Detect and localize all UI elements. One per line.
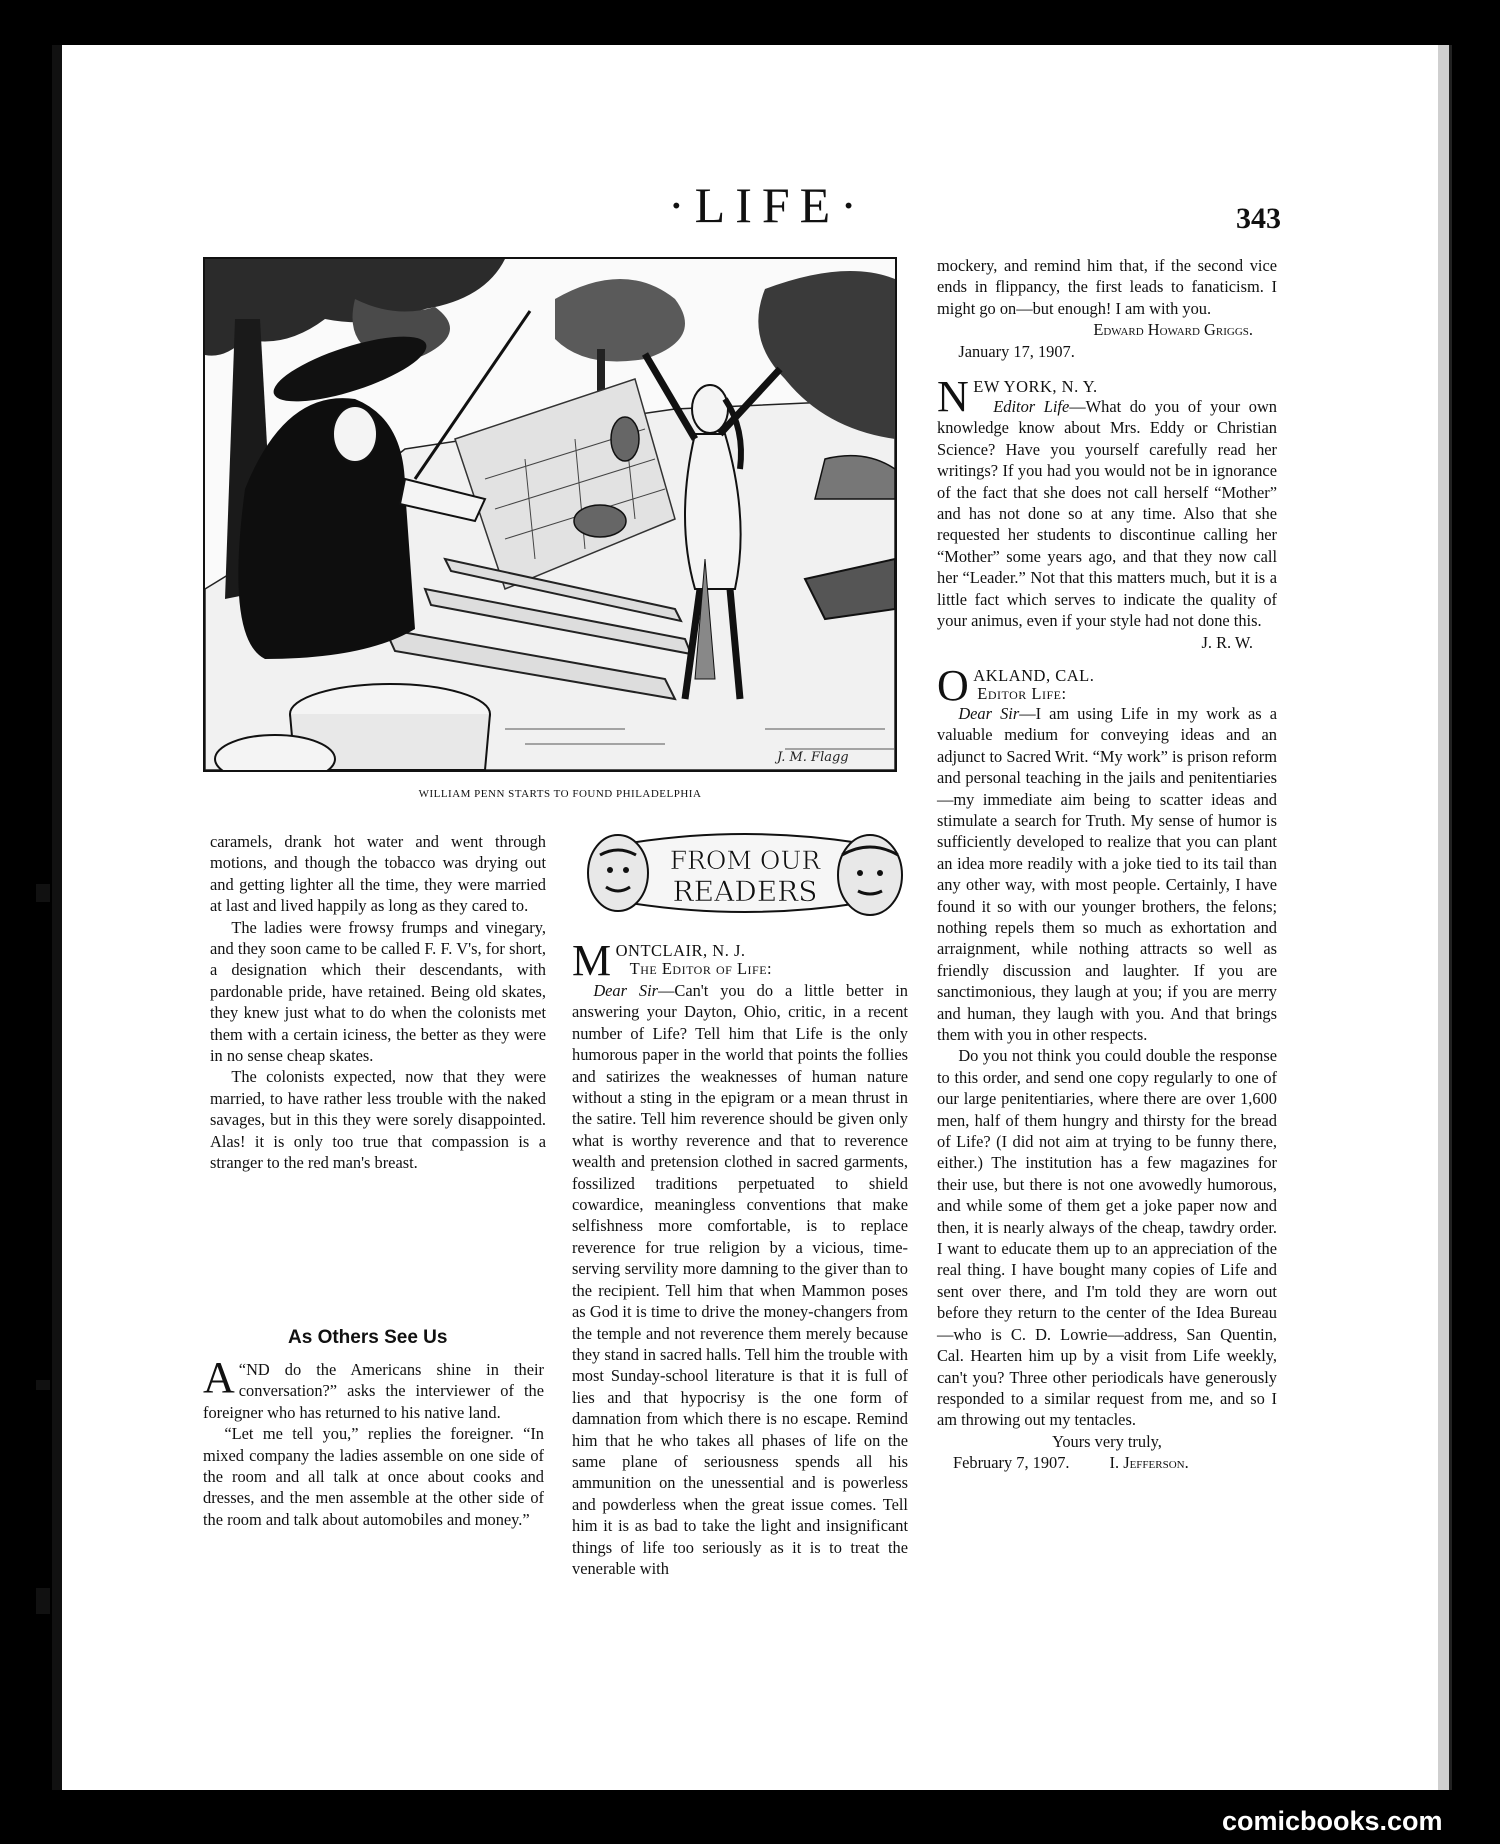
letter-body: —I am using Life in my work as a valuable medium for conveying ideas and an adjunct to Sacred Writ. “My work” is prison reform and personal teaching in the jails and penitentiaries—my immediate aim being to scatter ideas and stimulate a search for Truth. My sense of humor is sufficiently developed to realize that you can plant an idea more readily with a joke tied to its tail than any other way, with most people. Certainly, I have found it so with our younger brothers, the felons; nothing repels them so much as exhortation and arraignment, while nothing attracts so well as friendly discussion and laughter. If you are sanctimonious, they laugh at you; if you are merry and human, they laugh with you. And that brings them with you in other respects. bbox=[937, 703, 1277, 1044]
letter-body: —Can't you do a little better in answering your Dayton, Ohio, critic, in a recent number of Life? Tell him that Life is the only humorous paper in the world that points the follies and satirizes the weaknesses of human nature without a sting in the epigram or a mean thrust in the satire. Tell him reverence should be given only what is worthy reverence and that to reverence wealth and pretension clothed in sacred garments, fossilized traditions perpetuated to shield cowardice, meaningless conventions that make selfishness more comfortable, is to replace reverence for true religion by a vicious, time-serving servility more damning to the giver than to the recipient. Tell him that when Mammon poses as God it is time to drive the money-changers from the temple and not reverence them merely because they stand in sacred halls. Tell him the trouble with most Sunday-school literature is that it is full of lies and that hypocrisy is the one form of damnation from which there is no escape. Remind him that he who takes all phases of life on the same plane of seriousness spends all his ammunition on the unessential and is powerless and powderless when the great issue comes. Tell him it is as bad to take the light and insignificant things of life too seriously as it is to treat the venerable with bbox=[572, 981, 908, 1578]
letter-body: —What do you of your own knowledge know about Mrs. Eddy or Christian Science? Have you yourself carefully read her writings? If you had you would not be in ignorance of the fact that she does not call herself “Mother” and has not done so at any time. Also that she requested her students to discontinue calling her “Mother” some years ago, and that they now call her “Leader.” Not that this matters much, but it is a little fact which serves to indicate the quality of your animus, even if your style had not done this. bbox=[937, 397, 1277, 631]
drop-cap: N bbox=[937, 372, 970, 422]
illustration bbox=[203, 257, 897, 772]
letter-salutation: Dear Sir bbox=[958, 703, 1020, 723]
left-column-lower bbox=[203, 1353, 544, 1530]
letter-continuation: mockery, and remind him that, if the second vice ends in flippancy, the first leads to fanaticism. I might go on—but enough! I am with you. bbox=[937, 256, 1277, 318]
from-our-readers-banner bbox=[580, 825, 910, 921]
binding-mark bbox=[36, 884, 50, 902]
quote-mark: “ bbox=[238, 1360, 247, 1379]
letter-signature: Edward Howard Griggs. bbox=[1093, 320, 1253, 340]
article-paragraph: The ladies were frowsy frumps and vinegary, and they soon came to be called F. F. V's, for short, a designation which their descendants, with pardonable pride, have retained. Being old skates, they knew just what to do when the colonists met them with a certain iciness, the better as they were in no sense cheap skates. bbox=[210, 917, 546, 1066]
letter-signature: I. Jefferson. bbox=[1109, 1453, 1189, 1473]
masthead: ·LIFE· bbox=[668, 177, 867, 233]
letter-addressee: The Editor of Life: bbox=[629, 959, 773, 978]
letter-addressee: Editor Life: bbox=[977, 683, 1067, 703]
middle-column bbox=[572, 936, 908, 1579]
letter-closing: Yours very truly, bbox=[1052, 1431, 1162, 1451]
letter-place: AKLAND, CAL. bbox=[973, 665, 1095, 685]
letter-salutation: Dear Sir bbox=[593, 981, 659, 1000]
artist-signature: J. M. Flagg bbox=[777, 750, 849, 765]
letter-date: February 7, 1907. bbox=[953, 1453, 1070, 1473]
binding-mark bbox=[36, 1588, 50, 1614]
watermark: comicbooks.com bbox=[1222, 1806, 1443, 1836]
letter-place: EW YORK, N. Y. bbox=[973, 377, 1098, 397]
letter-salutation: Editor Life bbox=[993, 397, 1070, 417]
letter-signature: J. R. W. bbox=[1201, 632, 1253, 652]
page-number: 343 bbox=[1236, 202, 1281, 235]
drop-cap: A bbox=[203, 1353, 235, 1402]
section-heading: As Others See Us bbox=[288, 1327, 448, 1348]
letter-date: January 17, 1907. bbox=[958, 341, 1075, 361]
article-paragraph: “Let me tell you,” replies the foreigner. “In mixed company the ladies assemble on one side of the room and all talk at once about cooks and dresses, and the men assemble at the other side of the room and talk about automobiles and money.” bbox=[203, 1424, 544, 1529]
letter-place: ONTCLAIR, N. J. bbox=[615, 941, 746, 960]
illustration-drawing bbox=[205, 259, 895, 770]
article-paragraph: The colonists expected, now that they were married, to have rather less trouble with the naked savages, but in this they were sorely disappointed. Alas! it is only too true that compassion is a stranger to the red man's breast. bbox=[210, 1067, 546, 1173]
banner-line-2: READERS bbox=[672, 875, 818, 908]
page-gutter bbox=[52, 45, 62, 1790]
banner-line-1: FROM OUR bbox=[669, 846, 821, 875]
drop-cap: M bbox=[572, 936, 612, 985]
article-paragraph: caramels, drank hot water and went through motions, and though the tobacco was drying out and getting lighter all the time, they were married at last and lived happily as long as they cared to. bbox=[210, 832, 546, 916]
binding-mark bbox=[36, 1380, 50, 1390]
drop-cap: O bbox=[937, 660, 970, 710]
page-edge-shadow bbox=[1449, 45, 1452, 1790]
right-column bbox=[937, 255, 1277, 1474]
banner-drawing bbox=[580, 825, 910, 921]
illustration-caption: WILLIAM PENN STARTS TO FOUND PHILADELPHIA bbox=[418, 788, 702, 800]
article-paragraph: ND do the Americans shine in their conversation?” asks the interviewer of the foreigner who has returned to his native land. bbox=[203, 1360, 544, 1422]
left-column bbox=[210, 831, 546, 1174]
letter-body: Do you not think you could double the response to this order, and send one copy regularly to one of our large penitentiaries, where there are over 1,600 men, half of them hungry and thirsty for the bread of Life? (I did not aim at trying to be funny there, either.) The institution has a few magazines for their use, but there is not one avowedly humorous, and while some of them get a joke paper now and then, it is nearly always of the cheap, tawdry order. I want to educate them up to an appreciation of the real thing. I have bought many copies of Life and sent over there, and I'm told they are worn out before they return to the center of the Idea Bureau—who is C. D. Lowrie—address, San Quentin, Cal. Hearten him up by a visit from Life weekly, can't you? Three other periodicals have generously responded to a similar request from me, and so I am throwing out my tentacles. bbox=[937, 1046, 1277, 1430]
